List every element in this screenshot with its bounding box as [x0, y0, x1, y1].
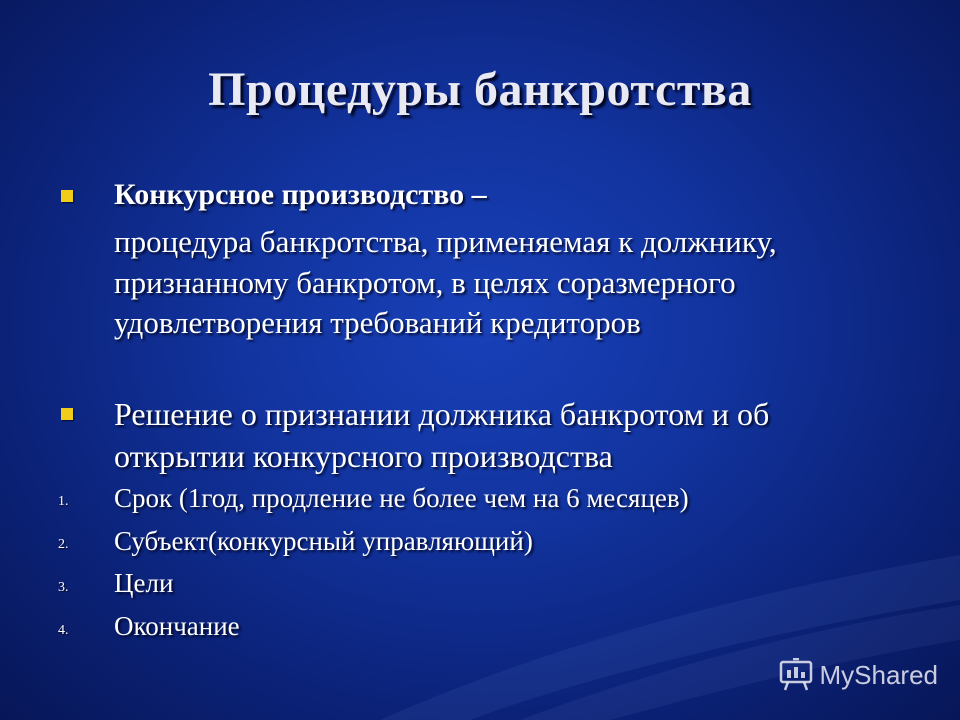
list-item: Окончание [114, 611, 240, 641]
list-number: 2. [58, 537, 69, 552]
bullet-1-heading: Конкурсное производство – [114, 178, 487, 211]
watermark-text: MyShared [819, 659, 938, 690]
list-item: Срок (1год, продление не более чем на 6 месяцев) [114, 483, 689, 513]
list-number: 3. [58, 580, 69, 595]
slide-title: Процедуры банкротства [208, 63, 752, 116]
bullet-square-icon [61, 408, 73, 420]
list-item: Цели [114, 568, 174, 598]
list-item: Субъект(конкурсный управляющий) [114, 526, 533, 556]
bullet-1-text: процедура банкротства, применяемая к должнику, признанному банкротом, в целях соразмерного удовлетворения требований кредиторов [114, 224, 777, 340]
bullet-square-icon [61, 190, 73, 202]
watermark [778, 658, 939, 692]
list-number: 4. [58, 623, 69, 638]
list-number: 1. [58, 494, 69, 509]
bullet-2-text: Решение о признании должника банкротом и об открытии конкурсного производства [114, 396, 770, 474]
presentation-board-icon [778, 658, 814, 692]
